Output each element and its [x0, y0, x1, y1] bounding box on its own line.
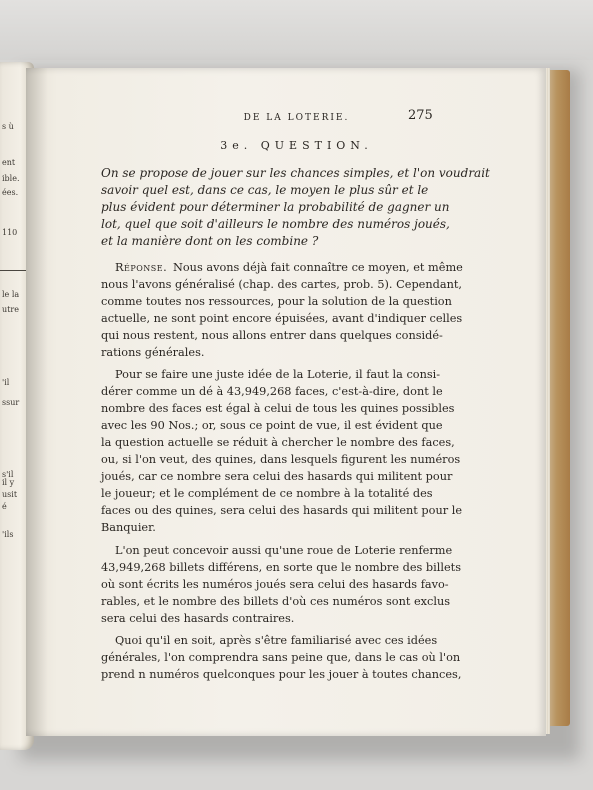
leather-cover-edge: [548, 70, 570, 726]
paragraph-line: Quoi qu'il en soit, après s'être familiarisé avec ces idées: [115, 634, 438, 647]
response-label: Réponse.: [115, 261, 168, 274]
left-page-rule: [0, 270, 28, 271]
response-line: actuelle, ne sont point encore épuisées, avant d'indiquer celles: [101, 312, 463, 325]
paragraph-line: avec les 90 Nos.; or, sous ce point de vue, il est évident que: [101, 419, 443, 432]
question-line: et la manière dont on les combine ?: [101, 234, 319, 248]
response-line: comme toutes nos ressources, pour la solution de la question: [101, 295, 452, 308]
response-line: qui nous restent, nous allons entrer dans quelques considé-: [101, 329, 443, 342]
question-line: lot, quel que soit d'ailleurs le nombre des numéros joués,: [101, 217, 450, 231]
gutter-shadow: [26, 68, 48, 736]
paragraph-line: le joueur; et le complément de ce nombre à la totalité des: [101, 487, 433, 500]
paragraph-line: sera celui des hasards contraires.: [101, 612, 295, 625]
left-fragment: é: [2, 502, 7, 511]
paragraph-line: Banquier.: [101, 521, 156, 534]
paragraph-line: Pour se faire une juste idée de la Loterie, il faut la consi-: [115, 368, 441, 381]
paragraph-line: ou, si l'on veut, des quines, dans lesquels figurent les numéros: [101, 453, 461, 466]
paragraph-line: la question actuelle se réduit à chercher le nombre des faces,: [101, 436, 455, 449]
left-fragment: usit: [2, 490, 18, 499]
left-fragment: s'il: [2, 470, 14, 479]
background: [0, 0, 593, 60]
paragraph-line: L'on peut concevoir aussi qu'une roue de Loterie renferme: [115, 544, 453, 557]
paragraph-line: faces ou des quines, sera celui des hasards qui militent pour le: [101, 504, 463, 517]
left-fragment: s ù: [2, 122, 14, 131]
left-fragment: ible.: [2, 174, 20, 183]
question-line: plus évident pour déterminer la probabilité de gagner un: [101, 200, 450, 214]
paragraph-line: nombre des faces est égal à celui de tous les quines possibles: [101, 402, 455, 415]
left-fragment: le la: [2, 290, 20, 299]
paragraph-line: générales, l'on comprendra sans peine que, dans le cas où l'on: [101, 651, 461, 664]
left-fragment: il y: [2, 478, 15, 487]
response-line: Nous avons déjà fait connaître ce moyen, et même: [173, 261, 463, 274]
left-fragment: 'il: [2, 378, 10, 387]
left-fragment: ées.: [2, 188, 19, 197]
question-line: On se propose de jouer sur les chances simples, et l'on voudrait: [101, 166, 490, 180]
left-fragment: ent: [2, 158, 16, 167]
paragraph-line: joués, car ce nombre sera celui des hasards qui militent pour: [101, 470, 453, 483]
left-fragment: 'ils: [2, 530, 14, 539]
left-fragment: utre: [2, 305, 19, 314]
question-line: savoir quel est, dans ce cas, le moyen le plus sûr et le: [101, 183, 429, 197]
paragraph-line: dérer comme un dé à 43,949,268 faces, c'est-à-dire, dont le: [101, 385, 443, 398]
response-line: rations générales.: [101, 346, 205, 359]
paragraph-line: prend n numéros quelconques pour les jouer à toutes chances,: [101, 668, 462, 681]
paragraph-line: rables, et le nombre des billets d'où ces numéros sont exclus: [101, 595, 451, 608]
page-number: 275: [408, 108, 433, 123]
paragraph-line: 43,949,268 billets différens, en sorte que le nombre des billets: [101, 561, 461, 574]
left-fragment: 110: [2, 228, 18, 237]
paragraph-line: où sont écrits les numéros joués sera celui des hasards favo-: [101, 578, 449, 591]
response-line: nous l'avons généralisé (chap. des cartes, prob. 5). Cependant,: [101, 278, 463, 291]
left-fragment: ssur: [2, 398, 20, 407]
question-title: 3e. QUESTION.: [220, 139, 373, 152]
running-head: DE LA LOTERIE.: [243, 113, 350, 123]
